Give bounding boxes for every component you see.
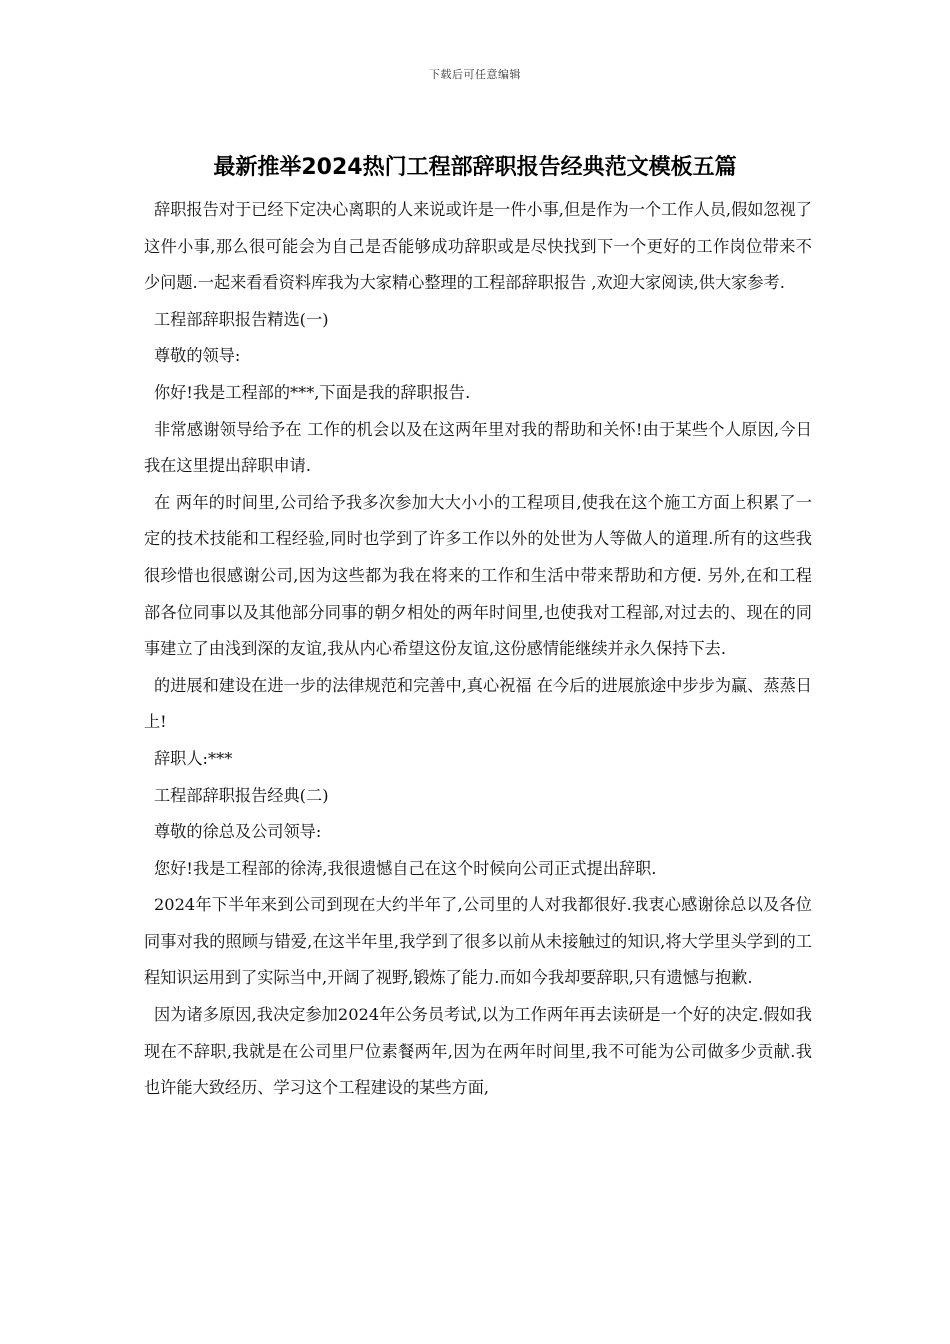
salutation-1: 尊敬的领导: xyxy=(154,346,241,366)
paragraph: 2024年下半年来到公司到现在大约半年了,公司里的人对我都很好.我衷心感谢徐总以及各位同事对我的照顾与错爱,在这半年里,我学到了很多以前从未接触过的知识,将大学里头学到的工程知识运用到了实际当中,开阔了视野,锻炼了能力.而如今我却要辞职,只有遗憾与抱歉. xyxy=(144,895,812,988)
section-heading-1: 工程部辞职报告精选(一) xyxy=(154,309,329,329)
paragraph-intro: 辞职报告对于已经下定决心离职的人来说或许是一件小事,但是作为一个工作人员,假如忽视了这件小事,那么很可能会为自己是否能够成功辞职或是尽快找到下一个更好的工作岗位带来不少问题.一起来看看资料库我为大家精心整理的工程部辞职报告 ,欢迎大家阅读,供大家参考. xyxy=(144,200,812,293)
section-heading-2: 工程部辞职报告经典(二) xyxy=(154,785,329,805)
paragraph: 的进展和建设在进一步的法律规范和完善中,真心祝福 在今后的进展旅途中步步为赢、蒸蒸日上! xyxy=(144,675,812,732)
paragraph: 您好!我是工程部的徐涛,我很遗憾自己在这个时候向公司正式提出辞职. xyxy=(154,858,657,878)
paragraph: 非常感谢领导给予在 工作的机会以及在这两年里对我的帮助和关怀!由于某些个人原因,今日我在这里提出辞职申请. xyxy=(144,419,812,476)
header-note: 下载后可任意编辑 xyxy=(429,68,521,81)
salutation-2: 尊敬的徐总及公司领导: xyxy=(154,822,322,842)
document-body xyxy=(144,192,812,1107)
paragraph: 你好!我是工程部的***,下面是我的辞职报告. xyxy=(154,382,471,402)
paragraph: 在 两年的时间里,公司给予我多次参加大大小小的工程项目,使我在这个施工方面上积累了一定的技术技能和工程经验,同时也学到了许多工作以外的处世为人等做人的道理.所有的这些我很珍惜也很感谢公司,因为这些都为我在将来的工作和生活中带来帮助和方便. 另外,在和工程部各位同事以及其他部分同事的朝夕相处的两年时间里,也使我对工程部,对过去的、现在的同事建立了由浅到深的友谊,我从内心希望这份友谊,这份感情能继续并永久保持下去. xyxy=(144,492,812,659)
document-title: 最新推举2024热门工程部辞职报告经典范文模板五篇 xyxy=(213,155,737,180)
paragraph: 因为诸多原因,我决定参加2024年公务员考试,以为工作两年再去读研是一个好的决定.假如我现在不辞职,我就是在公司里尸位素餐两年,因为在两年时间里,我不可能为公司做多少贡献.我也许能大致经历、学习这个工程建设的某些方面, xyxy=(144,1005,812,1098)
signature-line: 辞职人:*** xyxy=(154,748,233,768)
